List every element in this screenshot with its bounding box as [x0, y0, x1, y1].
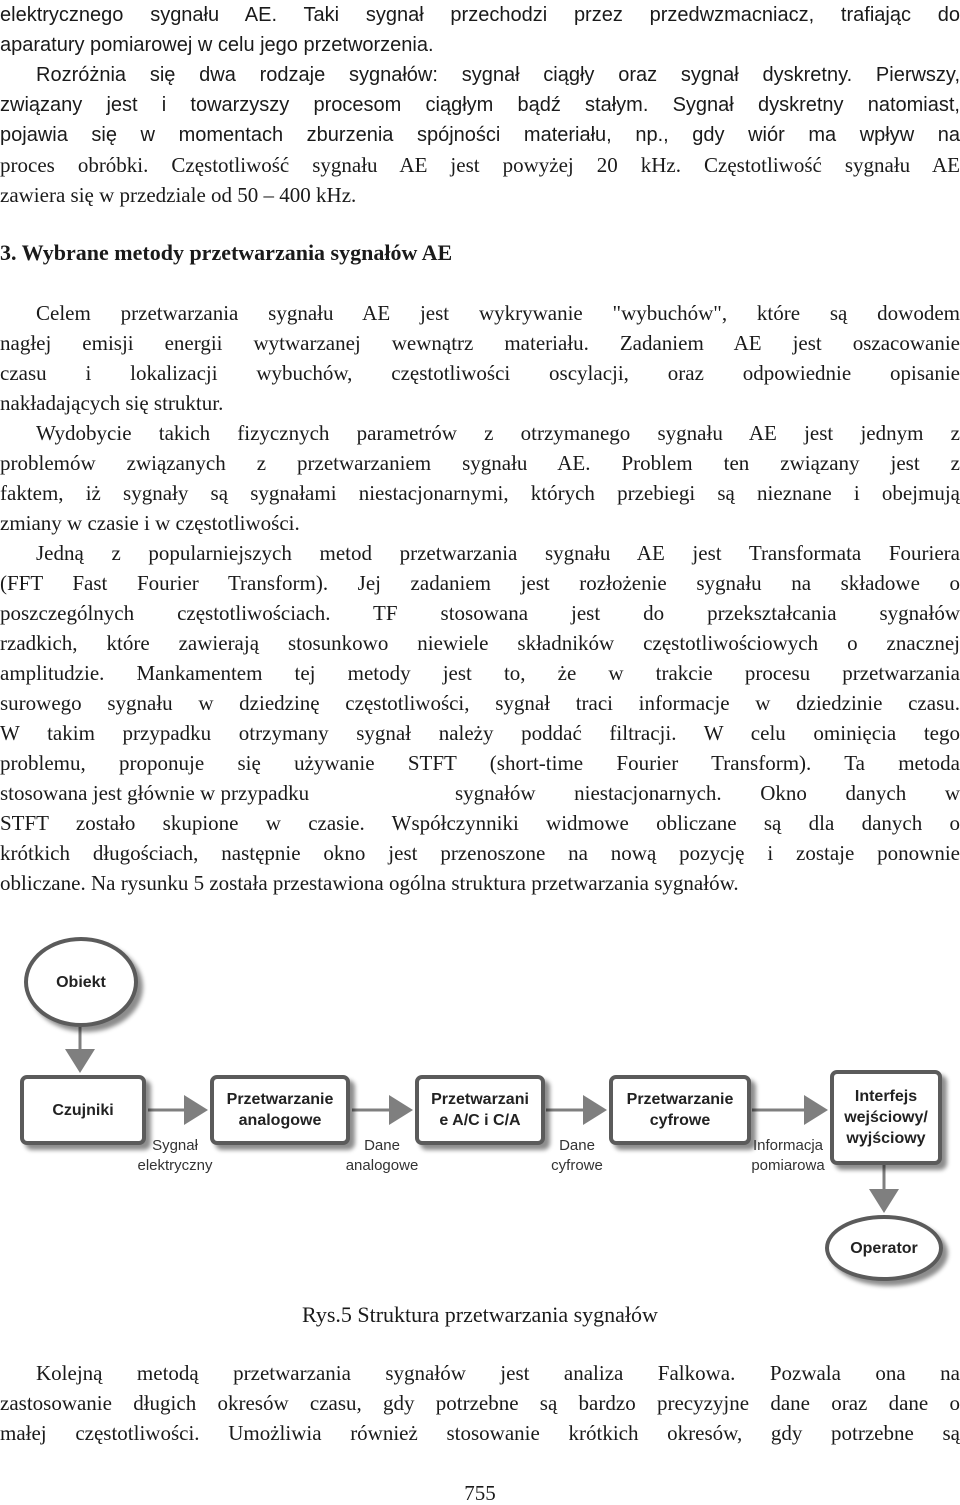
text-line: nakładających się struktur.	[0, 391, 224, 415]
text-line: amplitudzie. Mankamentem tej metody jest to, że w trakcie procesu przetwarzania	[0, 661, 960, 685]
text-line: obliczane. Na rysunku 5 została przestawiona ogólna struktura przetwarzania sygnałów.	[0, 871, 739, 895]
paragraph-top	[0, 0, 960, 210]
node-interface	[830, 1070, 942, 1165]
text-line: STFT zostało skupione w czasie. Współczynniki widmowe obliczane są dla danych o	[0, 811, 960, 835]
paragraph-3	[0, 538, 960, 898]
section-heading: 3. Wybrane metody przetwarzania sygnałów AE	[0, 240, 453, 265]
text-line: zawiera się w przedziale od 50 – 400 kHz.	[0, 183, 357, 207]
text-line: elektrycznego sygnału AE. Taki sygnał przechodzi przez przedwzmacniacz, trafiając do	[0, 4, 960, 26]
paragraph-last	[0, 1358, 960, 1448]
text-line-split	[0, 778, 960, 808]
text-line: związany jest i towarzyszy procesom ciągłym bądź stałym. Sygnał dyskretny natomiast,	[0, 94, 960, 116]
paragraph-1	[0, 298, 960, 418]
node-obiekt	[24, 937, 138, 1027]
text-line: problemów związanych z przetwarzaniem sygnału AE. Problem ten związany jest z	[0, 451, 960, 475]
text-line: Kolejną metodą przetwarzania sygnałów jest analiza Falkowa. Pozwala ona na	[36, 1361, 960, 1385]
text-fragment: sygnałów niestacjonarnych. Okno danych w	[455, 781, 960, 805]
text-line: (FFT Fast Fourier Transform). Jej zadaniem jest rozłożenie sygnału na składowe o	[0, 571, 960, 595]
text-line: zmiany w czasie i w częstotliwości.	[0, 511, 300, 535]
text-line: Wydobycie takich fizycznych parametrów z otrzymanego sygnału AE jest jednym z	[36, 421, 960, 445]
text-line: Celem przetwarzania sygnału AE jest wykrywanie "wybuchów", które są dowodem	[36, 301, 960, 325]
text-line: surowego sygnału w dziedzinę częstotliwości, sygnał traci informacje w dziedzinie czasu.	[0, 691, 960, 715]
text-line: czasu i lokalizacji wybuchów, częstotliwości oscylacji, oraz odpowiednie opisanie	[0, 361, 960, 385]
node-label: Przetwarzanie cyfrowe	[626, 1091, 734, 1129]
figure-caption: Rys.5 Struktura przetwarzania sygnałów	[302, 1302, 658, 1327]
edge-label-analog-data: Dane analogowe	[345, 1137, 419, 1174]
edge-label-measurement-info: Informacja pomiarowa	[751, 1137, 825, 1174]
node-operator	[825, 1215, 943, 1281]
text-line: W takim przypadku otrzymany sygnał należy poddać filtracji. W celu ominięcia tego	[0, 721, 960, 745]
node-label: Przetwarzani e A/C i C/A	[431, 1091, 529, 1129]
text-line: Rozróżnia się dwa rodzaje sygnałów: sygnał ciągły oraz sygnał dyskretny. Pierwszy,	[36, 64, 960, 86]
signal-processing-diagram	[0, 925, 960, 1285]
text-line: proces obróbki. Częstotliwość sygnału AE jest powyżej 20 kHz. Częstotliwość sygnału AE	[0, 153, 960, 177]
node-label: Przetwarzanie analogowe	[226, 1091, 334, 1129]
edge-label-electric-signal: Sygnał elektryczny	[137, 1137, 213, 1174]
text-line: pojawia się w momentach zburzenia spójności materiału, np., gdy wiór ma wpływ na	[0, 124, 960, 146]
text-line: Jedną z popularniejszych metod przetwarzania sygnału AE jest Transformata Fouriera	[36, 541, 960, 565]
node-label: Interfejs wejściowy/ wyjściowy	[844, 1088, 928, 1147]
node-czujniki	[20, 1075, 146, 1145]
text-line: krótkich długościach, następnie okno jest przenoszone na nową pozycję i zostaje ponownie	[0, 841, 960, 865]
node-analog-processing	[210, 1075, 350, 1145]
text-line: nagłej emisji energii wytwarzanej wewnątrz materiału. Zadaniem AE jest oszacowanie	[0, 331, 960, 355]
text-fragment: stosowana jest głównie w przypadku	[0, 781, 310, 805]
node-label: Operator	[850, 1239, 918, 1257]
text-line: faktem, iż sygnały są sygnałami niestacjonarnymi, których przebiegi są nieznane i obejmują	[0, 481, 960, 505]
paragraph-2	[0, 418, 960, 538]
text-line: aparatury pomiarowej w celu jego przetworzenia.	[0, 34, 434, 56]
text-line: problemu, proponuje się używanie STFT (short-time Fourier Transform). Ta metoda	[0, 751, 960, 775]
node-adc	[415, 1075, 545, 1145]
text-line: poszczególnych częstotliwościach. TF stosowana jest do przekształcania sygnałów	[0, 601, 960, 625]
node-label: Obiekt	[56, 973, 106, 991]
edge-label-digital-data: Dane cyfrowe	[551, 1137, 603, 1174]
node-digital-processing	[609, 1075, 751, 1145]
node-label: Czujniki	[52, 1101, 114, 1119]
text-line: małej częstotliwości. Umożliwia również stosowanie krótkich okresów, gdy potrzebne są	[0, 1421, 960, 1445]
text-line: rzadkich, które zawierają stosunkowo niewiele składników częstotliwościowych o znacznej	[0, 631, 960, 655]
text-line: zastosowanie długich okresów czasu, gdy potrzebne są bardzo precyzyjne dane oraz dane o	[0, 1391, 960, 1415]
page-number: 755	[464, 1481, 496, 1505]
